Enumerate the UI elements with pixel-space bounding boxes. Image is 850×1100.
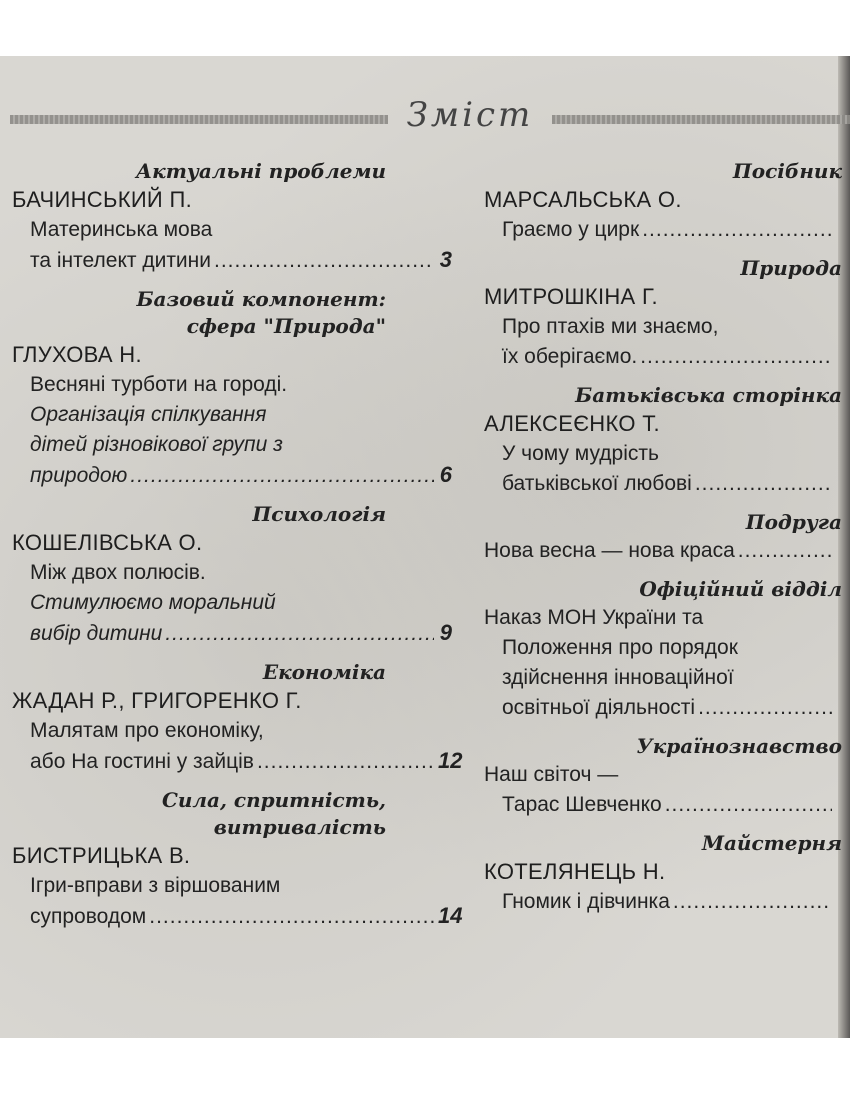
article-title-text: Про птахів ми знаємо, [502, 315, 719, 338]
section-heading-line: Українознавство [636, 734, 842, 758]
article-title-last-line [12, 746, 463, 777]
section-heading [484, 733, 842, 760]
article-title-last-line [484, 536, 850, 566]
article-title-line [12, 871, 452, 901]
article-author: МИТРОШКІНА Г. [484, 284, 658, 309]
toc-entry [12, 659, 463, 787]
article-title-line [484, 760, 850, 790]
article-title-text: або На гостині у зайців [30, 750, 254, 773]
article-title-last-line [484, 215, 850, 245]
section-heading-line: Майстерня [701, 831, 842, 855]
entry-spacer [484, 723, 850, 733]
article-title-line [12, 400, 452, 430]
contents-column-left [12, 158, 463, 942]
article-title-text: Материнська мова [30, 218, 213, 241]
article-author: АЛЕКСЕЄНКО Т. [484, 411, 660, 436]
section-heading [484, 158, 842, 185]
article-title-text: Ігри-вправи з віршованим [30, 874, 281, 897]
dot-leader [214, 246, 434, 276]
section-heading-line: Актуальні проблеми [135, 159, 386, 183]
article-title-line [12, 716, 452, 746]
article-title-text: Організація спілкування [30, 403, 267, 426]
article-author: БИСТРИЦЬКА В. [12, 843, 191, 868]
article-title-last-line [12, 901, 463, 932]
section-heading [484, 255, 842, 282]
article-title-line [484, 603, 850, 633]
entry-spacer [484, 499, 850, 509]
article-title-last-line [484, 693, 850, 723]
dot-leader [642, 215, 832, 245]
toc-entry [484, 576, 850, 733]
contents-column-right [484, 158, 850, 927]
article-title-line [12, 215, 452, 245]
article-title-last-line [484, 790, 850, 820]
section-heading [484, 576, 842, 603]
article-title-text: дітей різновікової групи з [30, 433, 283, 456]
entry-spacer [484, 820, 850, 830]
article-title-line [484, 663, 850, 693]
article-title-text: батьківської любові [502, 472, 692, 495]
article-title-text: Нова весна — нова краса [484, 539, 735, 562]
article-title-line [12, 430, 452, 460]
toc-entry [484, 830, 850, 927]
article-title-text: Весняні турботи на городі. [30, 373, 288, 396]
section-heading [12, 501, 452, 528]
entry-spacer [484, 245, 850, 255]
article-title-line [12, 558, 452, 588]
toc-entry [484, 255, 850, 382]
article-title-line [12, 588, 452, 618]
article-title-line [484, 312, 850, 342]
section-heading [12, 787, 452, 841]
article-title-last-line [484, 342, 850, 372]
article-title-text: їх оберігаємо. [502, 345, 638, 368]
entry-spacer [484, 917, 850, 927]
entry-spacer [12, 276, 452, 286]
section-heading-line: Економіка [262, 660, 386, 684]
page-number: 9 [439, 620, 452, 645]
article-title-line [12, 370, 452, 400]
header-rule-right [552, 115, 850, 124]
dot-leader [738, 536, 832, 566]
article-title-text: Граємо у цирк [502, 218, 640, 241]
article-title-text: Тарас Шевченко [502, 793, 662, 816]
section-heading [484, 509, 842, 536]
entry-spacer [12, 649, 452, 659]
article-title-last-line [12, 618, 452, 649]
article-title-text: Малятам про економіку, [30, 719, 264, 742]
dot-leader [695, 469, 832, 499]
article-title-text: Стимулюємо моральний [30, 591, 276, 614]
article-title-text: вибір дитини [30, 622, 163, 645]
toc-entry [484, 382, 850, 509]
toc-entry [484, 509, 850, 576]
article-title-text: Положення про порядок [502, 636, 738, 659]
article-author: ЖАДАН Р., ГРИГОРЕНКО Г. [12, 688, 302, 713]
entry-spacer [12, 932, 452, 942]
entry-spacer [12, 491, 452, 501]
section-heading-line: Природа [740, 256, 842, 280]
toc-entry [12, 787, 463, 942]
section-heading-line: Подруга [745, 510, 842, 534]
dot-leader [640, 342, 832, 372]
dot-leader [165, 619, 434, 649]
article-title-text: У чому мудрість [502, 442, 659, 465]
dot-leader [149, 902, 434, 932]
section-heading-line: Сила, спритність, [161, 788, 386, 812]
toc-entry [484, 733, 850, 830]
article-title-text: освітньої діяльності [502, 696, 696, 719]
article-title-text: супроводом [30, 905, 147, 928]
section-heading [484, 382, 842, 409]
section-heading-line: Посібник [732, 159, 842, 183]
section-heading [12, 659, 452, 686]
section-heading [12, 286, 452, 340]
dot-leader [257, 747, 434, 777]
dot-leader [673, 887, 832, 917]
article-title-last-line [484, 887, 850, 917]
dot-leader [698, 693, 832, 723]
header-rule-left [10, 115, 388, 124]
toc-entry [12, 158, 452, 286]
contents-header [0, 95, 850, 145]
section-heading [12, 158, 452, 185]
article-author: БАЧИНСЬКИЙ П. [12, 187, 192, 212]
section-heading-line: Офіційний відділ [639, 577, 842, 601]
article-author: МАРСАЛЬСЬКА О. [484, 187, 682, 212]
section-heading-line: витривалість [213, 815, 386, 839]
article-title-text: Наказ МОН України та [484, 606, 704, 629]
section-heading [484, 830, 842, 857]
article-title-last-line [484, 469, 850, 499]
section-heading-line: сфера "Природа" [186, 314, 386, 338]
page-title: Зміст [406, 95, 534, 135]
entry-spacer [484, 566, 850, 576]
entry-spacer [484, 372, 850, 382]
article-title-text: природою [30, 464, 128, 487]
article-title-text: здійснення інноваційної [502, 666, 734, 689]
article-title-last-line [12, 245, 452, 276]
article-title-last-line [12, 460, 452, 491]
article-title-text: Наш світоч — [484, 763, 619, 786]
article-title-text: Між двох полюсів. [30, 561, 206, 584]
page-number: 3 [439, 247, 452, 272]
dot-leader [665, 790, 832, 820]
page-number: 14 [438, 903, 463, 928]
page-number: 6 [439, 462, 452, 487]
article-title-text: та інтелект дитини [30, 249, 211, 272]
article-title-line [484, 633, 850, 663]
toc-entry [12, 286, 452, 501]
article-author: ГЛУХОВА Н. [12, 342, 142, 367]
article-title-line [484, 439, 850, 469]
section-heading-line: Базовий компонент: [136, 287, 386, 311]
section-heading-line: Психологія [252, 502, 386, 526]
toc-entry [484, 158, 850, 255]
page-number: 12 [438, 748, 463, 773]
article-author: КОТЕЛЯНЕЦЬ Н. [484, 859, 666, 884]
article-title-text: Гномик і дівчинка [502, 890, 670, 913]
dot-leader [130, 461, 434, 491]
section-heading-line: Батьківська сторінка [575, 383, 842, 407]
toc-entry [12, 501, 452, 659]
entry-spacer [12, 777, 452, 787]
article-author: КОШЕЛІВСЬКА О. [12, 530, 203, 555]
